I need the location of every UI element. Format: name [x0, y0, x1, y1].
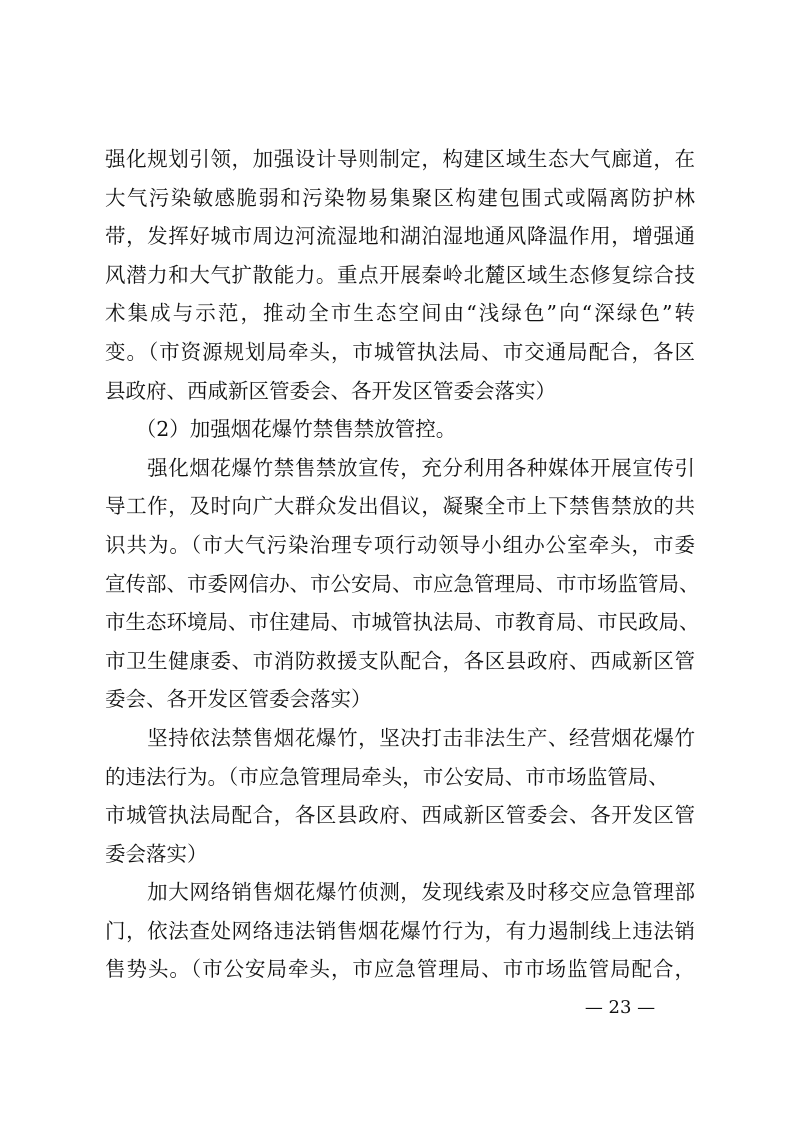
text-line: 售势头。（市公安局牵头，市应急管理局、市市场监管局配合，: [105, 957, 695, 982]
text-line: 市生态环境局、市住建局、市城管执法局、市教育局、市民政局、: [105, 610, 700, 635]
section-heading: （2）加强烟花爆竹禁售禁放管控。: [105, 417, 457, 442]
text-line: 加大网络销售烟花爆竹侦测，发现线索及时移交应急管理部: [105, 880, 695, 905]
text-line: 识共为。（市大气污染治理专项行动领导小组办公室牵头，市委: [105, 532, 695, 557]
text-line: 市城管执法局配合，各区县政府、西咸新区管委会、各开发区管: [105, 803, 695, 828]
text-line: 带，发挥好城市周边河流湿地和湖泊湿地通风降温作用，增强通: [105, 224, 695, 249]
text-line: 强化烟花爆竹禁售禁放宣传，充分利用各种媒体开展宣传引: [105, 455, 695, 480]
text-line: 坚持依法禁售烟花爆竹，坚决打击非法生产、经营烟花爆竹: [105, 725, 695, 750]
text-line: 委会落实）: [105, 841, 208, 866]
text-line: 大气污染敏感脆弱和污染物易集聚区构建包围式或隔离防护林: [105, 185, 695, 210]
text-line: 变。（市资源规划局牵头，市城管执法局、市交通局配合，各区: [105, 339, 695, 364]
text-line: 门，依法查处网络违法销售烟花爆竹行为，有力遏制线上违法销: [105, 918, 695, 943]
text-line: 的违法行为。（市应急管理局牵头，市公安局、市市场监管局、: [105, 764, 669, 789]
text-line: 风潜力和大气扩散能力。重点开展秦岭北麓区域生态修复综合技: [105, 262, 695, 287]
text-line: 委会、各开发区管委会落实）: [105, 687, 372, 712]
text-line: 市卫生健康委、市消防救援支队配合，各区县政府、西咸新区管: [105, 648, 695, 673]
text-line: 导工作，及时向广大群众发出倡议，凝聚全市上下禁售禁放的共: [105, 494, 695, 519]
text-line: 宣传部、市委网信办、市公安局、市应急管理局、市市场监管局、: [105, 571, 700, 596]
text-line: 县政府、西咸新区管委会、各开发区管委会落实）: [105, 378, 556, 403]
page-number: — 23 —: [584, 997, 656, 1018]
text-line: 术集成与示范，推动全市生态空间由“浅绿色”向“深绿色”转: [105, 301, 695, 326]
body-text: [105, 140, 700, 989]
text-line: 强化规划引领，加强设计导则制定，构建区域生态大气廊道，在: [105, 147, 695, 171]
